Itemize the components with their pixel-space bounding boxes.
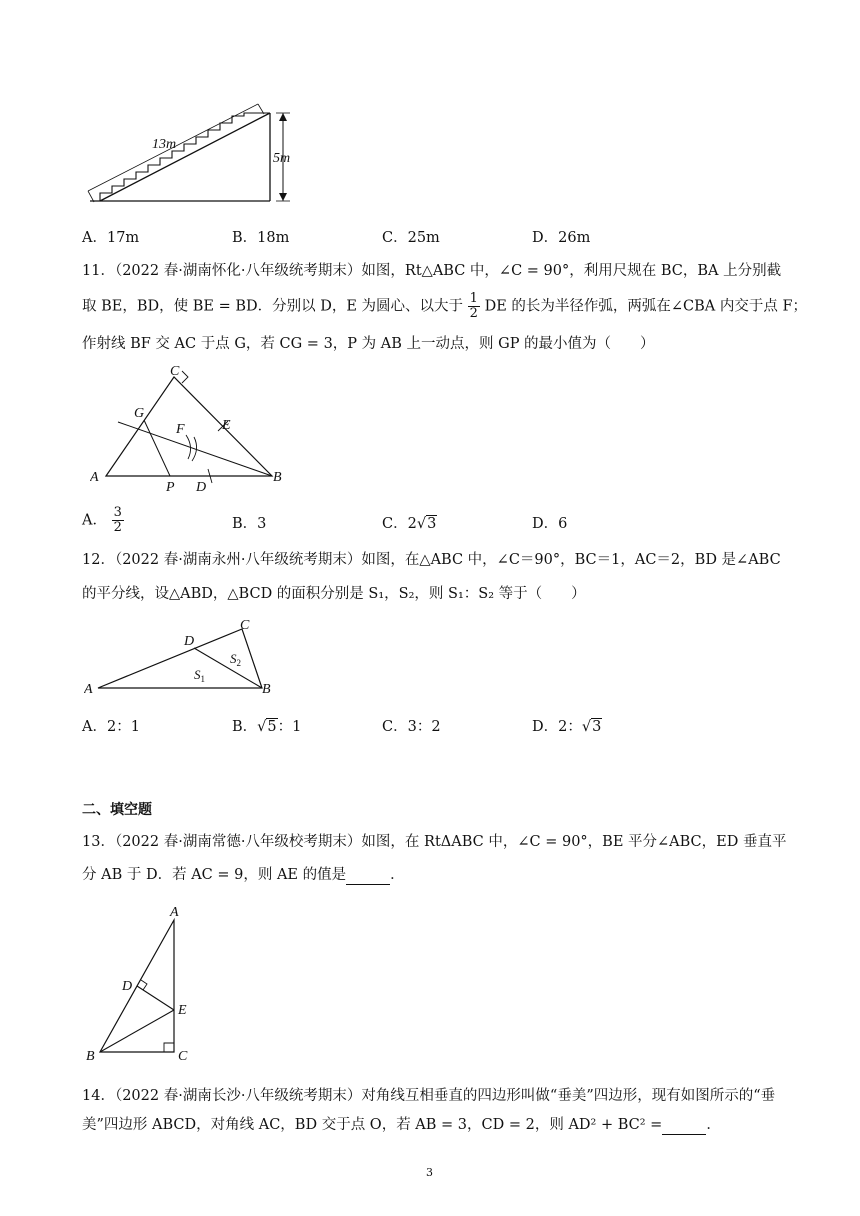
page-number: 3 [426,1166,433,1179]
q11-line-1: 11．（2022 春·湖南怀化·八年级统考期末）如图，Rt△ABC 中，∠C = 90°，利用尺规在 BC，BA 上分别截 [82,263,782,279]
q11-figure [90,365,300,495]
q10-option-a[interactable]: A．17m [82,230,140,246]
q11-line-3: 作射线 BF 交 AC 于点 G，若 CG = 3，P 为 AB 上一动点，则 GP 的最小值为（ ） [82,336,655,352]
svg-text:A: A [90,470,99,485]
q13-line-1: 13．（2022 春·湖南常德·八年级校考期末）如图，在 RtΔABC 中，∠C = 90°，BE 平分∠ABC，ED 垂直平 [82,834,787,850]
svg-text:D: D [122,979,133,994]
svg-text:D: D [196,480,207,495]
svg-text:E: E [222,418,231,433]
svg-text:D: D [184,634,195,649]
svg-text:C: C [170,365,180,379]
svg-text:B: B [262,682,271,697]
svg-text:S1: $S_1$ [194,667,205,684]
svg-text:E: E [178,1003,187,1018]
q11-line-2: 取 BE，BD，使 BE = BD．分别以 D，E 为圆心、以大于 $\frac{1}{2}$ DE 的长为半径作弧，两弧在∠CBA 内交于点 F； [82,291,808,321]
q12-option-a[interactable]: A．2：1 [82,719,140,735]
half-fraction: $\frac{1}{2}$ [469,291,478,321]
q13-line-2: 分 AB 于 D．若 AC = 9，则 AE 的值是 ． [82,867,405,883]
svg-text:A: A [170,905,179,920]
svg-text:B: B [86,1049,95,1064]
svg-text:B: B [273,470,282,485]
slope-length-label: 13m [152,137,177,152]
q11-option-b[interactable]: B．3 [232,516,267,532]
svg-text:S2: $S_2$ [230,651,241,668]
sqrt-sign-icon: √ [257,719,267,735]
q12-option-c[interactable]: C．3：2 [382,719,441,735]
q10-option-d[interactable]: D．26m [532,230,591,246]
q14-line-2: 美”四边形 ABCD，对角线 AC，BD 交于点 O，若 AB = 3，CD = 2，则 AD² + BC² = ． [82,1117,721,1133]
answer-blank[interactable] [346,870,390,885]
svg-text:C: C [240,618,250,633]
q12-option-b[interactable]: B．√5：1 [232,719,302,735]
svg-text:C: C [178,1049,188,1064]
q14-line-1: 14．（2022 春·湖南长沙·八年级统考期末）对角线互相垂直的四边形叫做“垂美”四边形，现有如图所示的“垂 [82,1088,776,1104]
three-halves-fraction: $\frac{3}{2}$ [113,505,122,535]
q10-option-c[interactable]: C．25m [382,230,440,246]
sqrt-sign-icon: √ [581,719,592,735]
q12-figure [84,615,294,700]
q12-line-2: 的平分线，设△ABD，△BCD 的面积分别是 S₁，S₂，则 S₁：S₂ 等于（ ） [82,586,586,602]
svg-text:G: G [134,406,145,421]
svg-text:F: F [176,422,185,437]
svg-text:P: P [166,480,175,495]
sqrt-sign-icon: √ [416,516,427,532]
svg-text:A: A [84,682,93,697]
answer-blank[interactable] [662,1120,706,1135]
staircase-figure [82,88,312,218]
height-label: 5m [273,151,291,166]
q11-option-c[interactable]: C．2√3 [382,516,437,532]
q13-figure [84,900,194,1065]
q12-option-d[interactable]: D．2：√3 [532,719,602,735]
q11-option-d[interactable]: D．6 [532,516,568,532]
q12-line-1: 12．（2022 春·湖南永州·八年级统考期末）如图，在△ABC 中，∠C＝90°，BC＝1，AC＝2，BD 是∠ABC [82,552,781,568]
q10-option-b[interactable]: B．18m [232,230,290,246]
q11-option-a[interactable]: A． $\frac{3}{2}$ [82,505,122,535]
section-heading: 二、填空题 [82,802,152,818]
